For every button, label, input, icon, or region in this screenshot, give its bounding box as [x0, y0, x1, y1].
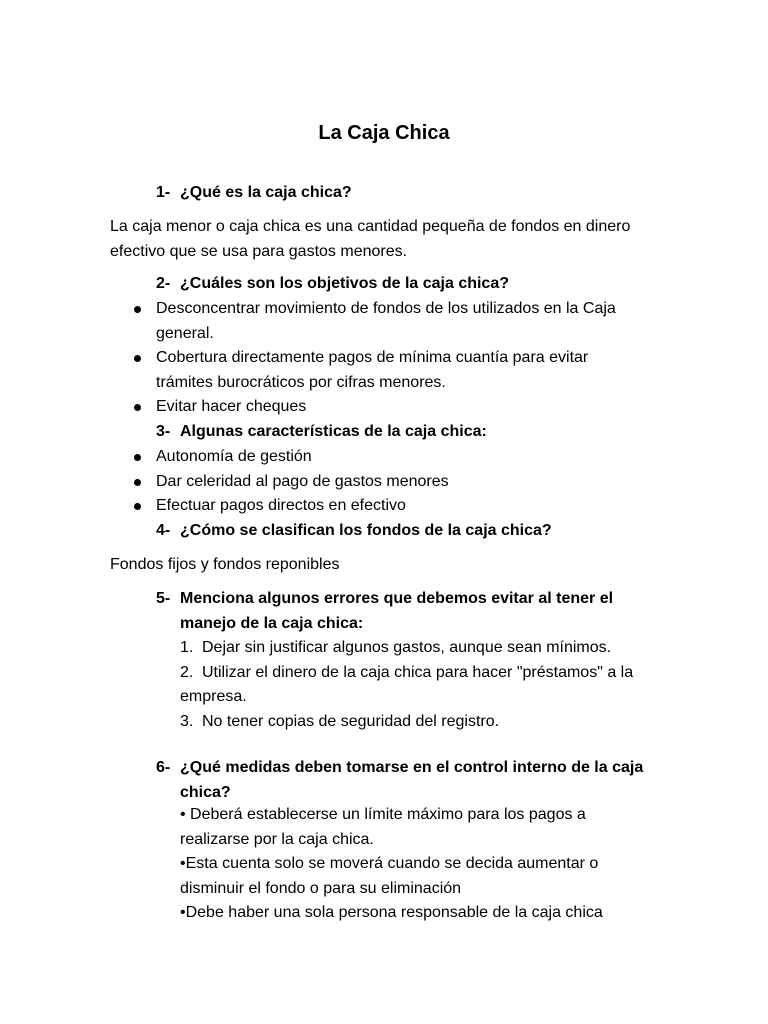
question-text: Algunas características de la caja chica:: [180, 423, 487, 440]
question-4: [156, 519, 676, 544]
question-text: ¿Qué es la caja chica?: [180, 184, 352, 201]
list-item: •Esta cuenta solo se moverá cuando se decida aumentar o disminuir el fondo o para su eliminación: [180, 855, 599, 897]
item-number: 1.: [180, 639, 194, 656]
question-3: [156, 420, 676, 445]
list-item: Autonomía de gestión: [130, 445, 660, 470]
item-text: Utilizar el dinero de la caja chica para hacer "préstamos" a la empresa.: [180, 663, 634, 705]
list-item: [180, 661, 660, 710]
list-item: Cobertura directamente pagos de mínima cuantía para evitar trámites burocráticos por cifras menores.: [130, 346, 640, 395]
list-item: •Debe haber una sola persona responsable de la caja chica: [180, 904, 603, 921]
question-number: 4-: [156, 522, 171, 539]
question-5: [156, 587, 656, 636]
question-1: [156, 181, 676, 206]
item-number: 3.: [180, 712, 194, 730]
list-item: Desconcentrar movimiento de fondos de los utilizados en la Caja general.: [130, 297, 640, 346]
list-item: • Deberá establecerse un límite máximo para los pagos a realizarse por la caja chica.: [180, 806, 586, 848]
item-number: 2.: [180, 663, 194, 681]
characteristics-list: [130, 445, 660, 519]
question-6: [156, 756, 656, 805]
question-text: Menciona algunos errores que debemos evitar al tener el manejo de la caja chica:: [180, 590, 614, 632]
list-item: [180, 636, 660, 661]
errors-list: [180, 636, 660, 734]
objectives-list: [130, 297, 640, 420]
list-item: [180, 710, 660, 735]
answer-1: La caja menor o caja chica es una cantidad pequeña de fondos en dinero efectivo que se usa para gastos menores.: [110, 218, 631, 260]
list-item: Evitar hacer cheques: [130, 395, 640, 420]
list-item: Efectuar pagos directos en efectivo: [130, 494, 660, 519]
item-text: Dejar sin justificar algunos gastos, aunque sean mínimos.: [202, 639, 612, 656]
list-item: Dar celeridad al pago de gastos menores: [130, 470, 660, 495]
question-number: 5-: [156, 590, 171, 607]
answer-4: Fondos fijos y fondos reponibles: [110, 556, 340, 573]
question-text: ¿Cuáles son los objetivos de la caja chica?: [180, 275, 509, 292]
question-number: 2-: [156, 275, 171, 292]
question-number: 1-: [156, 184, 171, 201]
item-text: No tener copias de seguridad del registro.: [202, 712, 500, 730]
question-text: ¿Cómo se clasifican los fondos de la caja chica?: [180, 522, 552, 539]
question-2: [156, 272, 676, 297]
question-number: 3-: [156, 423, 171, 440]
measures-list: [180, 803, 650, 926]
page-title: La Caja Chica: [318, 122, 450, 144]
question-number: 6-: [156, 759, 171, 776]
question-text: ¿Qué medidas deben tomarse en el control interno de la caja chica?: [180, 759, 644, 801]
